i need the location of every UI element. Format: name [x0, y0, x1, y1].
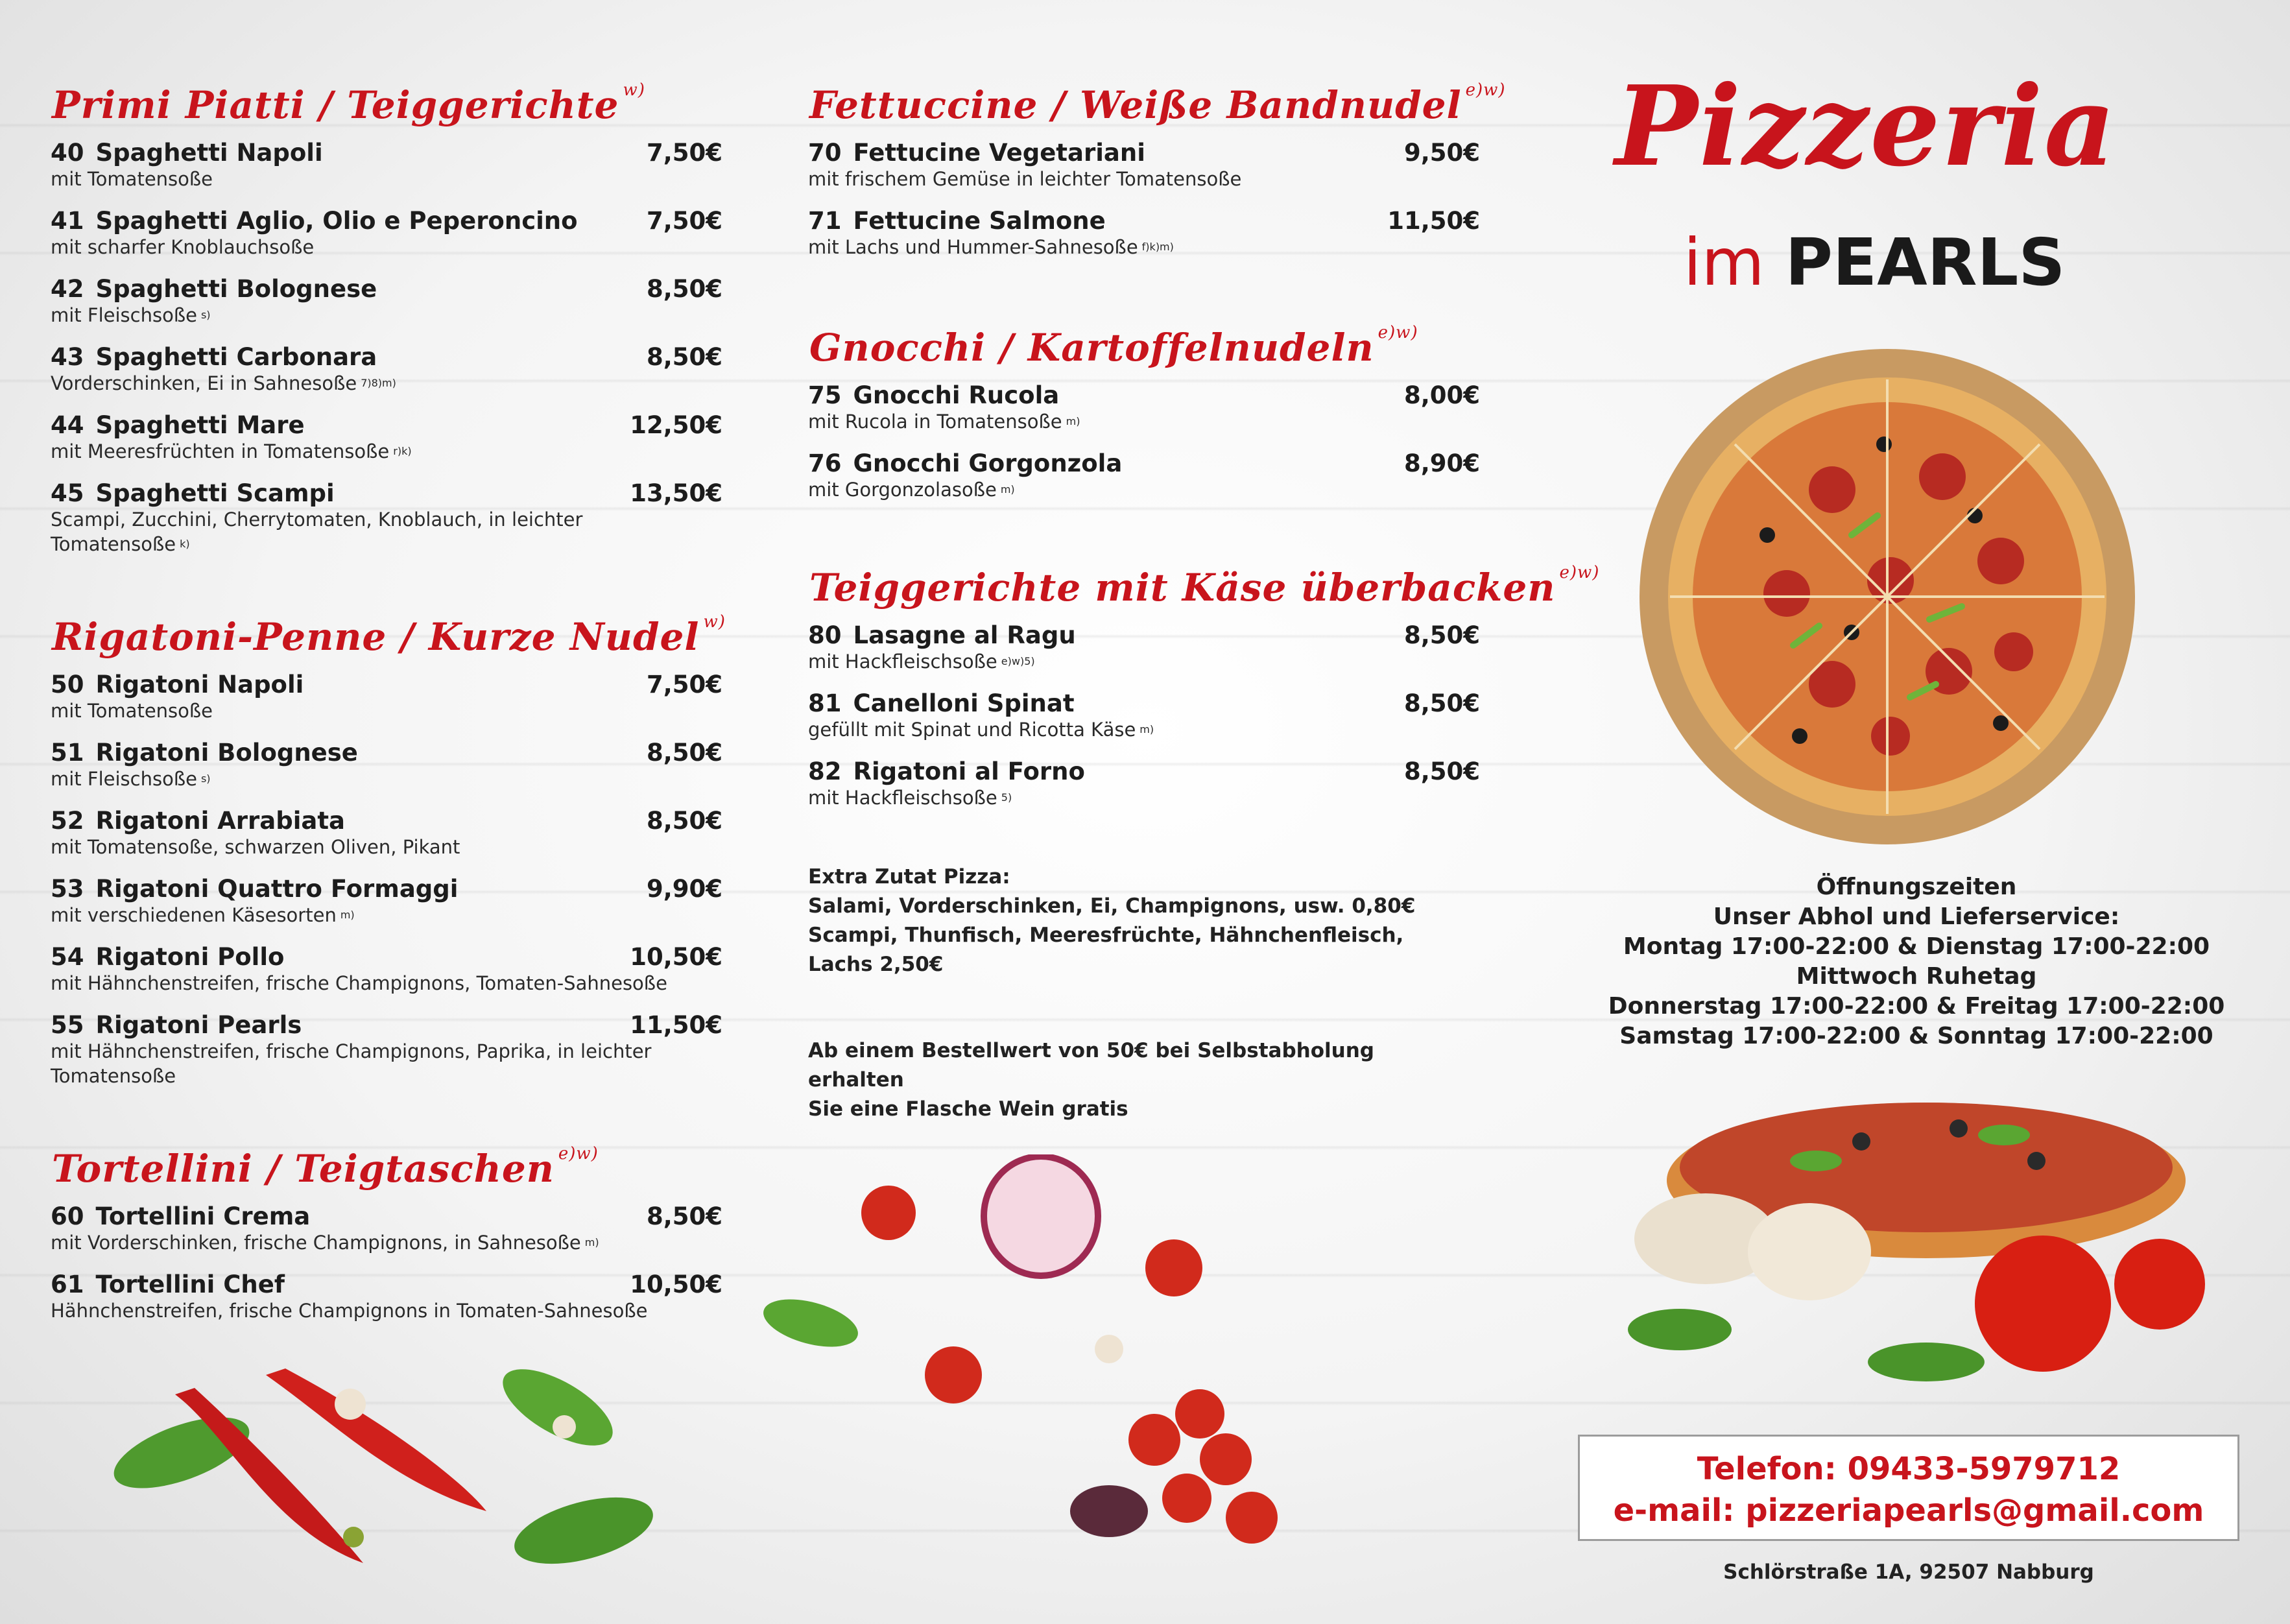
menu-item-desc-text: mit Hähnchenstreifen, frische Champignons, Paprika, in leichter Tomatensoße	[51, 1040, 652, 1087]
menu-item-name	[808, 207, 1106, 235]
menu-item-price: 8,50€	[646, 343, 722, 371]
menu-item-allergens: s)	[200, 772, 211, 785]
section-allergen-note: e)w)	[558, 1144, 599, 1164]
menu-item-desc-text: mit Meeresfrüchten in Tomatensoße	[51, 440, 390, 462]
menu-item-number: 45	[51, 479, 84, 507]
menu-item-title: Rigatoni Bolognese	[95, 739, 358, 767]
menu-item	[51, 343, 722, 396]
cherry-tomato	[1128, 1414, 1180, 1466]
hours-line-1: Montag 17:00-22:00 & Dienstag 17:00-22:00	[1623, 933, 2210, 960]
menu-item-name	[51, 411, 305, 439]
menu-item-price: 8,50€	[646, 807, 722, 835]
section-kaese-ueberbacken	[808, 563, 1600, 826]
menu-item-name	[808, 449, 1122, 477]
menu-item-name	[51, 275, 377, 303]
hours-line-3: Donnerstag 17:00-22:00 & Freitag 17:00-22:00	[1608, 993, 2225, 1020]
menu-item-number: 43	[51, 343, 84, 371]
menu-item-number: 60	[51, 1202, 84, 1230]
menu-item-number: 52	[51, 807, 84, 835]
basil-leaf	[759, 1291, 863, 1356]
section-title-text: Tortellini / Teigtaschen	[52, 1147, 555, 1191]
menu-item-price: 7,50€	[646, 207, 722, 235]
brand-subtitle	[1680, 224, 2069, 300]
section-title-text: Gnocchi / Kartoffelnudeln	[809, 326, 1374, 370]
menu-item-description	[51, 1230, 722, 1255]
menu-item-desc-text: mit Tomatensoße	[51, 168, 213, 190]
menu-item-name	[51, 343, 377, 371]
red-onion	[984, 1156, 1098, 1276]
menu-item-description	[808, 477, 1480, 502]
menu-item-name	[51, 1202, 310, 1230]
parsley-leaf	[1868, 1343, 1985, 1381]
menu-item-row	[51, 739, 722, 767]
menu-item	[51, 479, 722, 556]
menu-item-price: 8,00€	[1403, 381, 1480, 409]
brand-title: Pizzeria	[1615, 62, 2117, 191]
menu-item	[51, 1202, 722, 1255]
menu-item-allergens: s)	[200, 309, 211, 321]
menu-item	[808, 381, 1480, 434]
menu-item-desc-text: Scampi, Zucchini, Cherrytomaten, Knoblauch, in leichter Tomatensoße	[51, 508, 583, 555]
address: Schlörstraße 1A, 92507 Nabburg	[1723, 1560, 2094, 1584]
menu-item-name	[51, 1011, 302, 1039]
mushroom	[1748, 1203, 1871, 1300]
menu-item-price: 10,50€	[630, 943, 722, 971]
menu-item	[51, 671, 722, 723]
menu-item-name	[51, 139, 323, 167]
cherry-tomato	[1200, 1433, 1252, 1485]
menu-item-description	[51, 699, 722, 723]
menu-item-number: 82	[808, 758, 842, 785]
menu-item-row	[51, 875, 722, 903]
menu-item-row	[808, 381, 1480, 409]
menu-item-number: 55	[51, 1011, 84, 1039]
menu-item-row	[808, 207, 1480, 235]
menu-item-row	[51, 207, 722, 235]
menu-item-description	[51, 971, 722, 996]
menu-item-row	[808, 621, 1480, 649]
menu-item-title: Spaghetti Bolognese	[95, 275, 377, 303]
menu-item-row	[51, 479, 722, 507]
menu-item-desc-text: Vorderschinken, Ei in Sahnesoße	[51, 372, 357, 394]
menu-item-description	[51, 371, 722, 396]
menu-item-description	[51, 167, 722, 191]
menu-item-title: Rigatoni Pollo	[95, 943, 285, 971]
menu-item-number: 51	[51, 739, 84, 767]
menu-item-price: 8,50€	[646, 1202, 722, 1230]
menu-item-price: 11,50€	[1387, 207, 1480, 235]
section-allergen-note: w)	[623, 80, 645, 100]
menu-item-name	[808, 139, 1145, 167]
parsley-leaf	[1628, 1309, 1732, 1350]
menu-item-description	[808, 717, 1480, 742]
menu-item-row	[51, 275, 722, 303]
menu-item-description	[808, 167, 1480, 191]
menu-item	[808, 758, 1480, 810]
menu-item-price: 13,50€	[630, 479, 722, 507]
cherry-tomato	[861, 1186, 916, 1240]
menu-item	[51, 207, 722, 259]
extras-line-1: Salami, Vorderschinken, Ei, Champignons, usw. 0,80€	[808, 894, 1416, 918]
menu-item-desc-text: mit Rucola in Tomatensoße	[808, 411, 1062, 433]
menu-item-number: 81	[808, 689, 842, 717]
menu-item-allergens: f)k)m)	[1141, 241, 1174, 253]
promo-note	[808, 1036, 1457, 1124]
menu-item-price: 8,50€	[1403, 689, 1480, 717]
menu-item-desc-text: mit frischem Gemüse in leichter Tomatensoße	[808, 168, 1242, 190]
section-title	[809, 323, 1480, 370]
tomato	[2114, 1239, 2205, 1330]
menu-item-allergens: m)	[1066, 415, 1080, 427]
menu-item-title: Rigatoni Pearls	[95, 1011, 302, 1039]
menu-item-price: 7,50€	[646, 139, 722, 167]
menu-item-name	[51, 739, 358, 767]
section-fettuccine	[808, 80, 1506, 275]
tomato-onion-illustration	[759, 1154, 1317, 1608]
menu-item-number: 53	[51, 875, 84, 903]
purple-basil-leaf	[1070, 1485, 1148, 1537]
menu-item-allergens: 7)8)m)	[361, 377, 396, 389]
menu-item	[808, 621, 1480, 674]
section-allergen-note: e)w)	[1559, 563, 1600, 582]
hours-service: Unser Abhol und Lieferservice:	[1713, 903, 2120, 930]
section-gnocchi	[808, 323, 1480, 518]
menu-item	[808, 207, 1480, 259]
menu-item-number: 50	[51, 671, 84, 699]
cherry-tomato	[1226, 1492, 1278, 1544]
section-title	[52, 612, 726, 659]
section-allergen-note: e)w)	[1378, 323, 1418, 342]
menu-item-number: 40	[51, 139, 84, 167]
menu-item-number: 61	[51, 1271, 84, 1298]
chili-pepper	[266, 1368, 486, 1511]
section-rigatoni-penne	[51, 612, 726, 1104]
menu-item-title: Rigatoni Quattro Formaggi	[95, 875, 459, 903]
menu-item-name	[51, 671, 304, 699]
menu-item	[51, 1011, 722, 1088]
menu-item-title: Gnocchi Rucola	[853, 381, 1060, 409]
menu-item-name	[808, 689, 1075, 717]
pizza-top-view-image	[1638, 347, 2137, 846]
mushroom-slice	[1095, 1335, 1123, 1363]
menu-item	[51, 275, 722, 328]
menu-item-row	[51, 1271, 722, 1298]
brand-sub-im: im	[1683, 224, 1765, 300]
section-title-text: Rigatoni-Penne / Kurze Nudel	[52, 615, 700, 659]
menu-item-row	[51, 1011, 722, 1039]
menu-item-desc-text: mit Hackfleischsoße	[808, 787, 997, 809]
menu-item	[51, 875, 722, 927]
menu-item-price: 8,50€	[1403, 621, 1480, 649]
opening-hours	[1582, 872, 2250, 1051]
menu-item-title: Tortellini Crema	[95, 1202, 311, 1230]
promo-line-1: Ab einem Bestellwert von 50€ bei Selbstabholung erhalten	[808, 1039, 1374, 1092]
basil-leaf	[507, 1485, 660, 1577]
menu-item-desc-text: gefüllt mit Spinat und Ricotta Käse	[808, 719, 1136, 741]
menu-item-title: Canelloni Spinat	[853, 689, 1075, 717]
menu-item-price: 11,50€	[630, 1011, 722, 1039]
menu-item-title: Spaghetti Scampi	[95, 479, 335, 507]
menu-item-title: Rigatoni Napoli	[95, 671, 304, 699]
menu-item-number: 44	[51, 411, 84, 439]
menu-item-description	[51, 1039, 722, 1088]
menu-item-number: 76	[808, 449, 842, 477]
menu-item-price: 9,50€	[1403, 139, 1480, 167]
section-title	[809, 563, 1600, 610]
menu-item-price: 10,50€	[630, 1271, 722, 1298]
menu-item-allergens: 5)	[1001, 791, 1012, 804]
section-allergen-note: w)	[703, 612, 726, 632]
menu-item-description	[808, 409, 1480, 434]
menu-item-desc-text: mit Fleischsoße	[51, 768, 197, 790]
cherry-tomato	[925, 1346, 982, 1403]
cherry-tomato	[1145, 1239, 1202, 1296]
menu-item-number: 71	[808, 207, 842, 235]
menu-item-price: 12,50€	[630, 411, 722, 439]
menu-item-name	[51, 807, 345, 835]
menu-item-desc-text: mit Gorgonzolasoße	[808, 479, 997, 501]
menu-item-row	[51, 139, 722, 167]
menu-item-row	[51, 807, 722, 835]
menu-item-description	[808, 649, 1480, 674]
menu-item-name	[51, 943, 284, 971]
menu-item-allergens: e)w)5)	[1001, 655, 1035, 667]
menu-item-desc-text: mit scharfer Knoblauchsoße	[51, 236, 315, 258]
menu-item-title: Fettucine Salmone	[853, 207, 1106, 235]
menu-item-description	[51, 835, 722, 859]
section-title-text: Primi Piatti / Teiggerichte	[52, 83, 619, 127]
menu-item-description	[51, 235, 722, 259]
menu-item-name	[51, 875, 458, 903]
hours-line-2: Mittwoch Ruhetag	[1796, 963, 2037, 990]
menu-item-row	[808, 139, 1480, 167]
menu-item-title: Spaghetti Carbonara	[95, 343, 377, 371]
menu-item-title: Lasagne al Ragu	[853, 621, 1076, 649]
menu-item-description	[51, 507, 722, 556]
section-title-text: Fettuccine / Weiße Bandnudel	[809, 83, 1462, 127]
menu-item-price: 8,50€	[1403, 758, 1480, 785]
menu-item	[808, 139, 1480, 191]
menu-item	[51, 139, 722, 191]
menu-item-allergens: k)	[180, 538, 190, 550]
menu-item-row	[51, 943, 722, 971]
menu-item-title: Spaghetti Aglio, Olio e Peperoncino	[95, 207, 578, 235]
extras-line-2: Scampi, Thunfisch, Meeresfrüchte, Hähnchenfleisch,	[808, 924, 1404, 947]
menu-item-row	[51, 1202, 722, 1230]
menu-item-allergens: m)	[340, 909, 355, 921]
contact-box	[1578, 1435, 2239, 1541]
chili-basil-illustration	[58, 1317, 681, 1602]
menu-item-allergens: r)k)	[393, 445, 412, 457]
extras-line-3: Lachs 2,50€	[808, 953, 944, 976]
menu-item	[808, 449, 1480, 502]
section-title	[52, 80, 722, 127]
hours-title: Öffnungszeiten	[1816, 874, 2017, 900]
menu-item	[51, 943, 722, 996]
menu-item-number: 41	[51, 207, 84, 235]
menu-item-name	[808, 381, 1059, 409]
menu-item-desc-text: mit Lachs und Hummer-Sahnesoße	[808, 236, 1138, 258]
email-address[interactable]: e-mail: pizzeriapearls@gmail.com	[1613, 1492, 2204, 1529]
menu-item	[808, 689, 1480, 742]
menu-item-price: 9,90€	[646, 875, 722, 903]
menu-item-desc-text: mit Fleischsoße	[51, 304, 197, 326]
mushroom-slice	[553, 1415, 576, 1439]
section-allergen-note: e)w)	[1465, 80, 1506, 100]
menu-item-description	[51, 767, 722, 791]
phone-number[interactable]: Telefon: 09433-5979712	[1697, 1451, 2121, 1487]
menu-item-number: 42	[51, 275, 84, 303]
menu-item-number: 80	[808, 621, 842, 649]
menu-item-desc-text: mit Tomatensoße	[51, 700, 213, 722]
menu-item	[51, 411, 722, 464]
menu-item-title: Spaghetti Napoli	[95, 139, 323, 167]
menu-item-row	[51, 411, 722, 439]
olive	[343, 1527, 364, 1547]
menu-item-price: 7,50€	[646, 671, 722, 699]
mushroom-slice	[335, 1389, 366, 1420]
menu-item-name	[808, 621, 1076, 649]
menu-item-name	[51, 207, 578, 235]
menu-item-number: 70	[808, 139, 842, 167]
menu-item-row	[808, 758, 1480, 785]
menu-item-row	[51, 671, 722, 699]
section-tortellini	[51, 1144, 722, 1339]
menu-item-desc-text: mit Hähnchenstreifen, frische Champignons, Tomaten-Sahnesoße	[51, 972, 667, 994]
menu-item-description	[51, 439, 722, 464]
menu-item-description	[51, 303, 722, 328]
menu-item-row	[51, 343, 722, 371]
menu-item-row	[808, 689, 1480, 717]
extras-note	[808, 863, 1457, 979]
menu-item-title: Rigatoni al Forno	[853, 758, 1085, 785]
menu-item-name	[51, 1271, 285, 1298]
menu-item-price: 8,50€	[646, 739, 722, 767]
menu-item-allergens: m)	[1139, 723, 1154, 735]
pizza-side-view-image	[1621, 1090, 2205, 1401]
section-title-text: Teiggerichte mit Käse überbacken	[809, 566, 1556, 610]
menu-item-row	[808, 449, 1480, 477]
cherry-tomato	[1175, 1389, 1224, 1439]
menu-item-description	[808, 235, 1480, 259]
promo-line-2: Sie eine Flasche Wein gratis	[808, 1097, 1128, 1121]
section-primi-piatti	[51, 80, 722, 572]
menu-item-description	[51, 903, 722, 927]
menu-item-number: 75	[808, 381, 842, 409]
section-title	[809, 80, 1506, 127]
menu-item-allergens: m)	[584, 1236, 599, 1248]
menu-item-title: Rigatoni Arrabiata	[95, 807, 346, 835]
menu-item-title: Fettucine Vegetariani	[853, 139, 1145, 167]
menu-item	[51, 739, 722, 791]
menu-item-desc-text: mit verschiedenen Käsesorten	[51, 904, 337, 926]
menu-item-desc-text: mit Hackfleischsoße	[808, 651, 997, 673]
hours-line-4: Samstag 17:00-22:00 & Sonntag 17:00-22:00	[1619, 1023, 2213, 1049]
menu-item	[51, 807, 722, 859]
brand-sub-pearls: PEARLS	[1785, 224, 2066, 300]
menu-item-price: 8,50€	[646, 275, 722, 303]
menu-item-price: 8,90€	[1403, 449, 1480, 477]
menu-item-description	[808, 785, 1480, 810]
menu-item-title: Tortellini Chef	[95, 1271, 285, 1298]
menu-item-desc-text: mit Tomatensoße, schwarzen Oliven, Pikant	[51, 836, 460, 858]
cherry-tomato	[1162, 1474, 1211, 1523]
menu-item-desc-text: mit Vorderschinken, frische Champignons, in Sahnesoße	[51, 1232, 581, 1254]
menu-item-name	[51, 479, 335, 507]
menu-item-title: Gnocchi Gorgonzola	[853, 449, 1123, 477]
menu-item-name	[808, 758, 1085, 785]
menu-item-allergens: m)	[1000, 483, 1015, 496]
section-title	[52, 1144, 722, 1191]
tomato	[1975, 1236, 2111, 1372]
menu-item	[51, 1271, 722, 1323]
extras-heading: Extra Zutat Pizza:	[808, 865, 1010, 889]
menu-item-title: Spaghetti Mare	[95, 411, 305, 439]
menu-item-number: 54	[51, 943, 84, 971]
menu-item-desc-text: Hähnchenstreifen, frische Champignons in Tomaten-Sahnesoße	[51, 1300, 648, 1322]
basil-leaf	[492, 1354, 625, 1461]
